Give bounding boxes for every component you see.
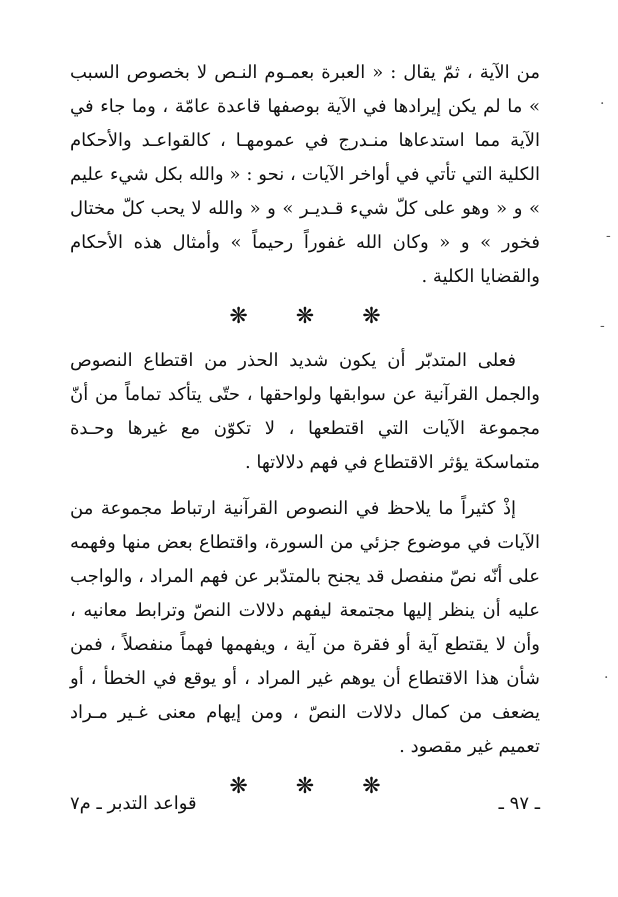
scan-mark: ·: [600, 96, 605, 112]
section-separator-1: [70, 304, 540, 330]
scan-mark: -: [600, 318, 605, 334]
asterisk-ornament: ❋: [362, 774, 381, 799]
asterisk-ornament: ❋: [229, 304, 248, 329]
asterisk-ornament: ❋: [229, 774, 248, 799]
page-body: [70, 56, 540, 814]
paragraph-bottom: إذْ كثيراً ما يلاحظ في النصوص القرآنية ارتباط مجموعة من الآيات في موضوع جزئي من السورة، واقتطاع بعض منها وفهمه على أنّه نصّ منفصل قد يجنح بالمتدّبر عن فهم المراد ، والواجب عليه أن ينظر إليها مجتمعة ليفهم دلالات النصّ وترابط معانيه ، وأن لا يقتطع آية أو فقرة من آية ، ويفهمها فهماً منفصلاً ، فمن شأن هذا الاقتطاع أن يوهم غير المراد ، أو يوقع في الخطأ ، أو يضعف من كمال دلالات النصّ ، ومن إيهام معنى غـير مـراد تعميم غير مقصود .: [70, 498, 540, 757]
scan-mark: ·: [604, 670, 609, 686]
running-title: قواعد التدبر ـ م٧: [70, 793, 197, 814]
asterisk-ornament: ❋: [362, 304, 381, 329]
page-number: ـ ٩٧ ـ: [498, 793, 540, 814]
scan-mark: -: [606, 228, 611, 244]
paragraph-top: من الآية ، ثمّ يقال : « العبرة بعمـوم النـص لا بخصوص السبب » ما لم يكن إيرادها في الآية بوصفها قاعدة عامّة ، وما جاء في الآية مما استدعاها منـدرج في عمومهـا ، كالقواعـد والأحكام الكلية التي تأتي في أواخر الآيات ، نحو : « والله بكل شيء عليم » و « وهو على كلّ شيء قـديـر » و « والله لا يحب كلّ مختال فخور » و « وكان الله غفوراً رحيماً » وأمثال هذه الأحكام والقضايا الكلية .: [70, 62, 540, 287]
page-footer: [70, 793, 540, 814]
asterisk-ornament: ❋: [295, 304, 315, 329]
asterisk-ornament: ❋: [295, 774, 315, 799]
paragraph-middle: فعلى المتدبّر أن يكون شديد الحذر من اقتطاع النصوص والجمل القرآنية عن سوابقها ولواحقها ، حتّى يتأكد تماماً من أنّ مجموعة الآيات التي اقتطعها ، لا تكوّن مع غيرها وحـدة متماسكة يؤثر الاقتطاع في فهم دلالاتها .: [70, 350, 540, 473]
